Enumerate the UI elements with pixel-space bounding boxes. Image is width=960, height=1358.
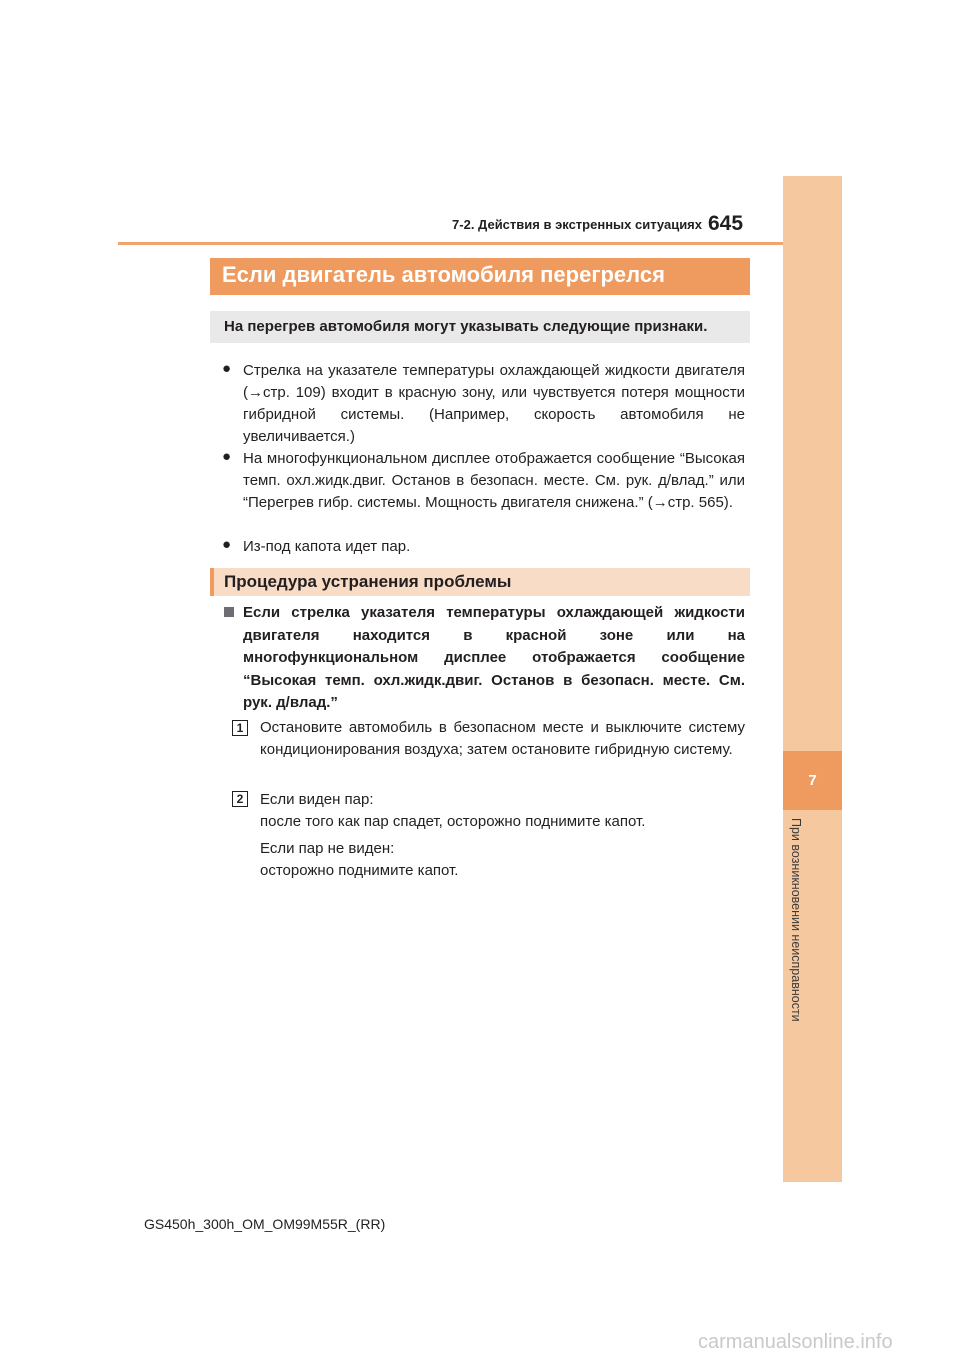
page-title: Если двигатель автомобиля перегрелся [222, 262, 665, 287]
step-1-text: Остановите автомобиль в безопасном месте и выключите систему кондиционирования воздуха; затем остановите гибридную систему. [260, 719, 745, 758]
bullet-icon: ● [222, 448, 232, 465]
page-number: 645 [708, 212, 744, 235]
step-number-1: 1 [232, 720, 248, 736]
footer-code: GS450h_300h_OM_OM99M55R_(RR) [144, 1216, 386, 1232]
square-bullet-icon [224, 607, 234, 617]
subtitle: На перегрев автомобиля могут указывать следующие признаки. [224, 318, 708, 335]
condition-text: Если стрелка указателя температуры охлаждающей жидкости двигателя находится в красной зоне или на многофункциональном дисплее отображается сообщение “Высокая темп. охл.жидк.двиг. Останов в безопасн. месте. См. рук. д/влад.” [243, 604, 745, 711]
step-2-line-2: после того как пар спадет, осторожно поднимите капот. [260, 813, 646, 830]
symptom-item: Из-под капота идет пар. [243, 538, 411, 555]
step-2-line-1: Если виден пар: [260, 791, 374, 808]
symptom-item: На многофункциональном дисплее отображается сообщение “Высокая темп. охл.жидк.двиг. Останов в безопасн. месте. См. рук. д/влад.” или “Перегрев гибр. системы. Мощность двигателя снижена.” (→стр. 565). [243, 450, 745, 511]
chapter-tab[interactable]: 7 [783, 751, 842, 810]
watermark: carmanualsonline.info [698, 1331, 893, 1353]
procedure-heading: Процедура устранения проблемы [224, 572, 512, 591]
step-number-2: 2 [232, 791, 248, 807]
step-2-line-4: осторожно поднимите капот. [260, 862, 459, 879]
bullet-icon: ● [222, 536, 232, 553]
section-header: 7-2. Действия в экстренных ситуациях [452, 217, 702, 232]
step-2-line-3: Если пар не виден: [260, 840, 395, 857]
chapter-label-text: При возникновении неисправности [789, 818, 803, 1022]
bullet-icon: ● [222, 360, 232, 377]
header-rule [118, 242, 783, 245]
symptom-item: Стрелка на указателе температуры охлаждающей жидкости двигателя (→стр. 109) входит в красную зону, или чувствуется потеря мощности гибридной системы. (Например, скорость автомобиля не увеличивается.) [243, 362, 745, 445]
chapter-label [783, 818, 842, 1048]
